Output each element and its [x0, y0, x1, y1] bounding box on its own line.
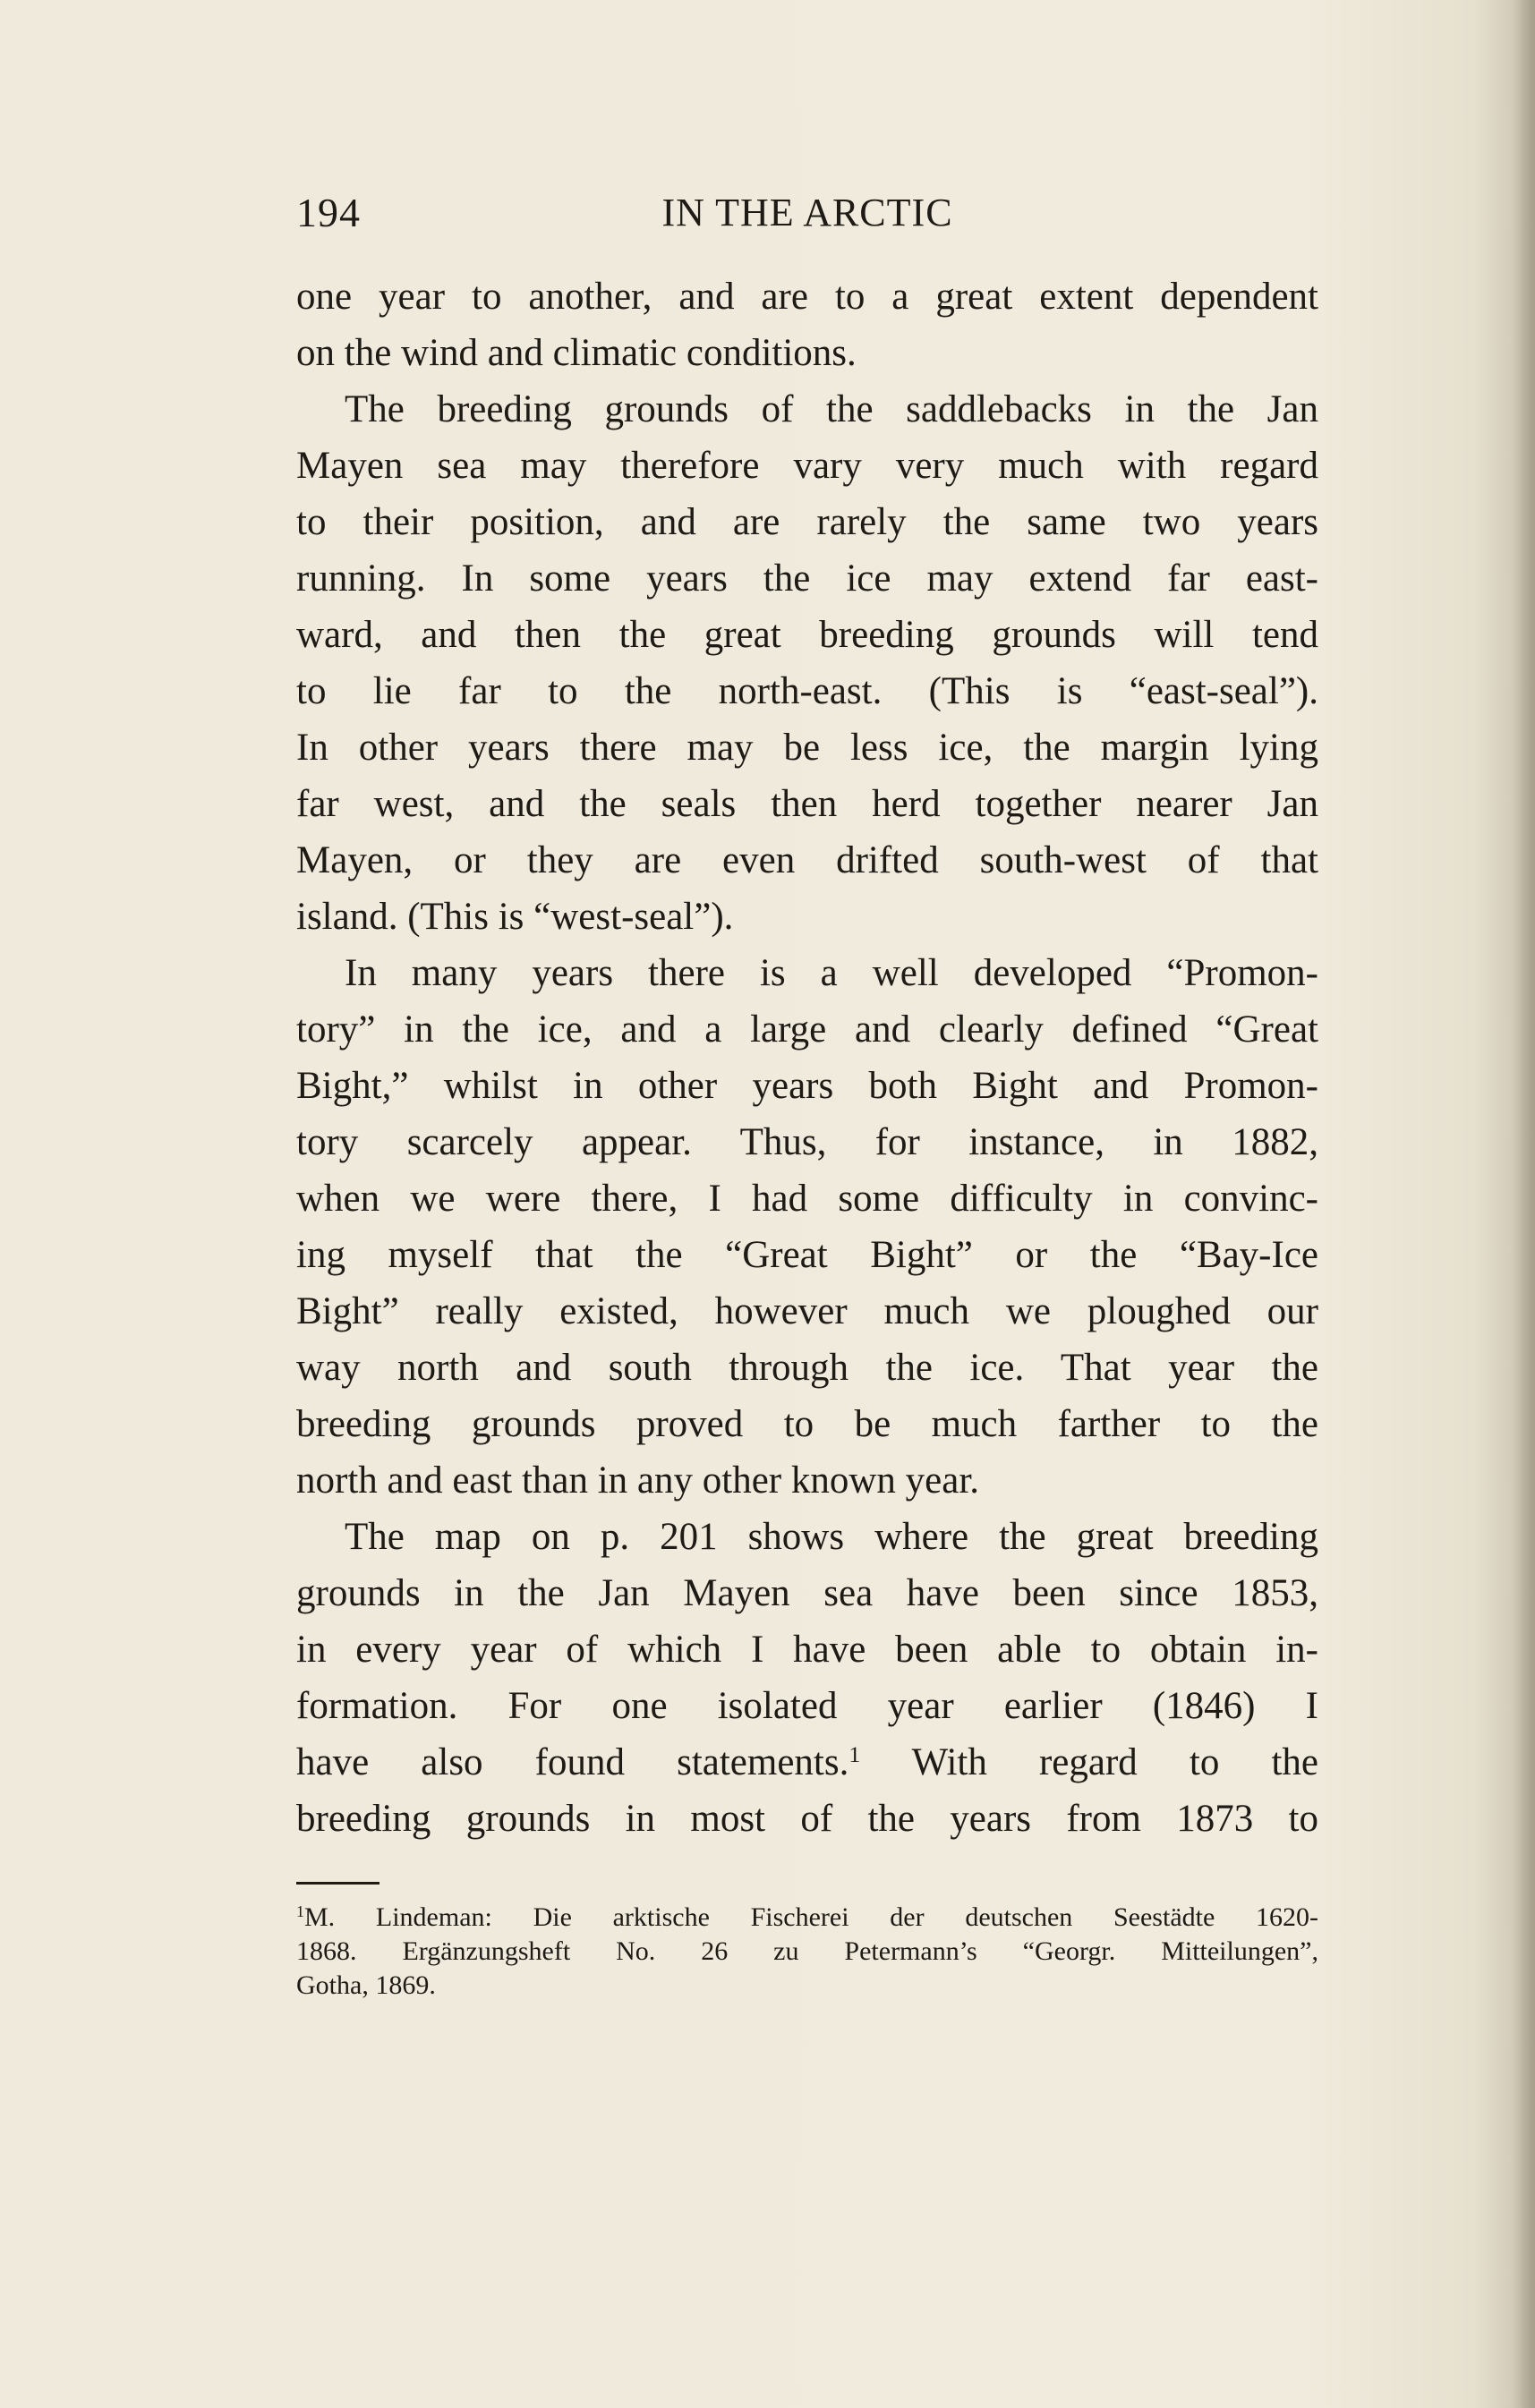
- text-line: to their position, and are rarely the same two years: [296, 501, 1318, 543]
- text-line: island. (This is “west-seal”).: [296, 896, 734, 938]
- text-line: way north and south through the ice. That year the: [296, 1347, 1318, 1389]
- footnote-line: [296, 1901, 1318, 1935]
- text-line: in every year of which I have been able to obtain in-: [296, 1629, 1318, 1671]
- text-fragment: have also found statements.: [296, 1741, 849, 1783]
- footnote-text: M. Lindeman: Die arktische Fischerei der deutschen Seestädte 1620-: [304, 1902, 1318, 1932]
- text-line: The map on p. 201 shows where the great breeding: [345, 1516, 1318, 1558]
- footnote-line: 1868. Ergänzungsheft No. 26 zu Petermann’s “Georgr. Mitteilungen”,: [296, 1936, 1318, 1966]
- text-line: ward, and then the great breeding grounds will tend: [296, 614, 1318, 656]
- text-line: to lie far to the north-east. (This is “east-seal”).: [296, 670, 1318, 712]
- footnote: [296, 1901, 1318, 2003]
- text-line: when we were there, I had some difficulty in convinc-: [296, 1178, 1318, 1220]
- footnote-divider: [296, 1882, 379, 1885]
- text-line: ing myself that the “Great Bight” or the “Bay-Ice: [296, 1234, 1318, 1276]
- text-line: one year to another, and are to a great extent dependent: [296, 276, 1318, 318]
- text-line: north and east than in any other known year.: [296, 1459, 980, 1502]
- footnote-marker: 1: [296, 1902, 304, 1921]
- footnote-line: Gotha, 1869.: [296, 1970, 436, 2000]
- text-line: running. In some years the ice may extend far east-: [296, 557, 1318, 600]
- text-line: Mayen, or they are even drifted south-west of that: [296, 839, 1318, 881]
- text-line: tory” in the ice, and a large and clearly defined “Great: [296, 1008, 1318, 1051]
- page-edge-shadow: [1512, 0, 1535, 2408]
- text-line: grounds in the Jan Mayen sea have been since 1853,: [296, 1572, 1318, 1614]
- text-line: Bight” really existed, however much we ploughed our: [296, 1290, 1318, 1332]
- text-line: In other years there may be less ice, the margin lying: [296, 727, 1318, 769]
- text-line: breeding grounds proved to be much farther to the: [296, 1403, 1318, 1445]
- text-line: Bight,” whilst in other years both Bight and Promon-: [296, 1065, 1318, 1107]
- text-line: far west, and the seals then herd together nearer Jan: [296, 783, 1318, 825]
- text-line: In many years there is a well developed “Promon-: [345, 952, 1318, 994]
- text-line: breeding grounds in most of the years from 1873 to: [296, 1798, 1318, 1840]
- footnote-reference: 1: [849, 1740, 861, 1767]
- text-line-with-footnote-ref: [296, 1734, 1318, 1791]
- body-text: [296, 268, 1318, 1847]
- page-number: 194: [296, 190, 361, 235]
- text-fragment: With regard to the: [911, 1741, 1318, 1783]
- running-title: IN THE ARCTIC: [661, 191, 953, 234]
- text-line: Mayen sea may therefore vary very much with regard: [296, 445, 1318, 487]
- text-line: The breeding grounds of the saddlebacks in the Jan: [345, 388, 1318, 430]
- running-head: [296, 186, 1318, 240]
- text-line: tory scarcely appear. Thus, for instance, in 1882,: [296, 1121, 1318, 1163]
- text-line: formation. For one isolated year earlier (1846) I: [296, 1685, 1318, 1727]
- text-line: on the wind and climatic conditions.: [296, 332, 857, 374]
